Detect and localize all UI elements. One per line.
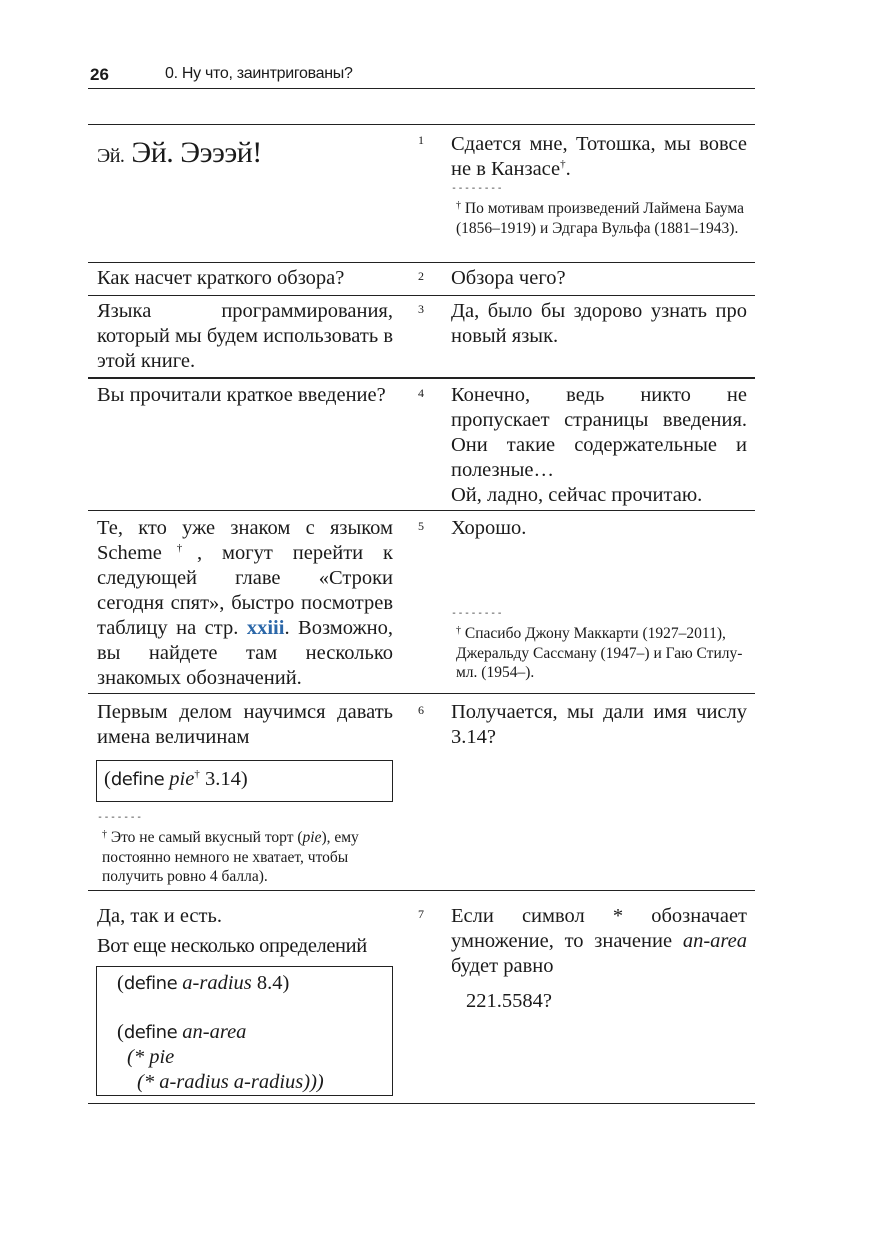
answer-4: Конечно, ведь никто не пропускает страницы введения. Они такие содержательные и полезные… Ой, ладно, сейчас прочитаю. [451,384,747,506]
answer-5: Хорошо. [451,517,527,539]
question-7: Да, так и есть. Вот еще несколько определений [97,905,367,957]
qa-row-4 [88,379,755,511]
question-6: Первым делом научимся давать имена величинам [97,701,393,748]
row-number-6: 6 [418,703,424,717]
answer-3: Да, было бы здорово узнать про новый язык. [451,300,747,347]
dagger-mark: † [161,542,197,554]
code-block-define-pie: (define pie† 3.14) [96,760,393,802]
page-link-xxiii[interactable]: xxiii [246,617,285,639]
qa-table [88,124,755,1104]
dagger-mark: † [560,158,566,170]
chapter-title: 0. Ну что, заинтригованы? [165,65,353,82]
qa-row-7 [88,891,755,1104]
qa-row-1 [88,125,755,263]
dagger-mark: † [194,768,200,780]
row-number-7: 7 [418,907,424,921]
qa-row-3 [88,296,755,379]
page-number: 26 [90,65,109,84]
qa-row-2 [88,263,755,296]
code-block-definitions: (define a-radius 8.4) (define an-area (* pie (* a-radius a-radius))) [96,966,393,1096]
row-number-1: 1 [418,133,424,147]
answer-6: Получается, мы дали имя числу 3.14? [451,701,747,748]
question-4: Вы прочитали краткое введение? [97,384,386,406]
footnote-5: † Спасибо Джону Маккарти (1927–2011), Джеральду Сассману (1947–) и Гаю Стилу-мл. (1954–). [456,625,743,681]
question-3: Языка программирования, который мы будем использовать в этой книге. [97,300,393,372]
question-5: Те, кто уже знаком с языком Scheme†, могут перейти к следующей главе «Строки сегодня спят», быстро посмотрев таблицу на стр. xxiii. Возможно, вы найдете там несколько знакомых обозначений. [97,517,394,689]
qa-row-5 [88,511,755,694]
footnote-rule: -------- [451,183,504,194]
footnote-rule: -------- [451,608,504,619]
footnote-rule: ------- [97,812,143,823]
row-number-5: 5 [418,519,424,533]
row-number-3: 3 [418,302,424,316]
answer-1: Сдается мне, Тотошка, мы вовсе не в Канзасе†. [451,133,747,180]
page-header [88,62,755,89]
row-number-4: 4 [418,386,424,400]
footnote-6: † Это не самый вкусный торт (pie), ему постоянно немного не хватает, чтобы получить ровно 4 балла). [102,829,359,885]
question-2: Как насчет краткого обзора? [97,267,345,289]
answer-2: Обзора чего? [451,267,566,289]
answer-7: Если символ * обозначает умножение, то значение an-area будет равно 221.5584? [451,905,747,1012]
row-number-2: 2 [418,269,424,283]
footnote-1: † По мотивам произведений Лаймена Баума (1856–1919) и Эдгара Вульфа (1881–1943). [456,200,744,237]
qa-row-6 [88,694,755,891]
question-1: Эй. Эй. Ээээй! [97,136,262,169]
